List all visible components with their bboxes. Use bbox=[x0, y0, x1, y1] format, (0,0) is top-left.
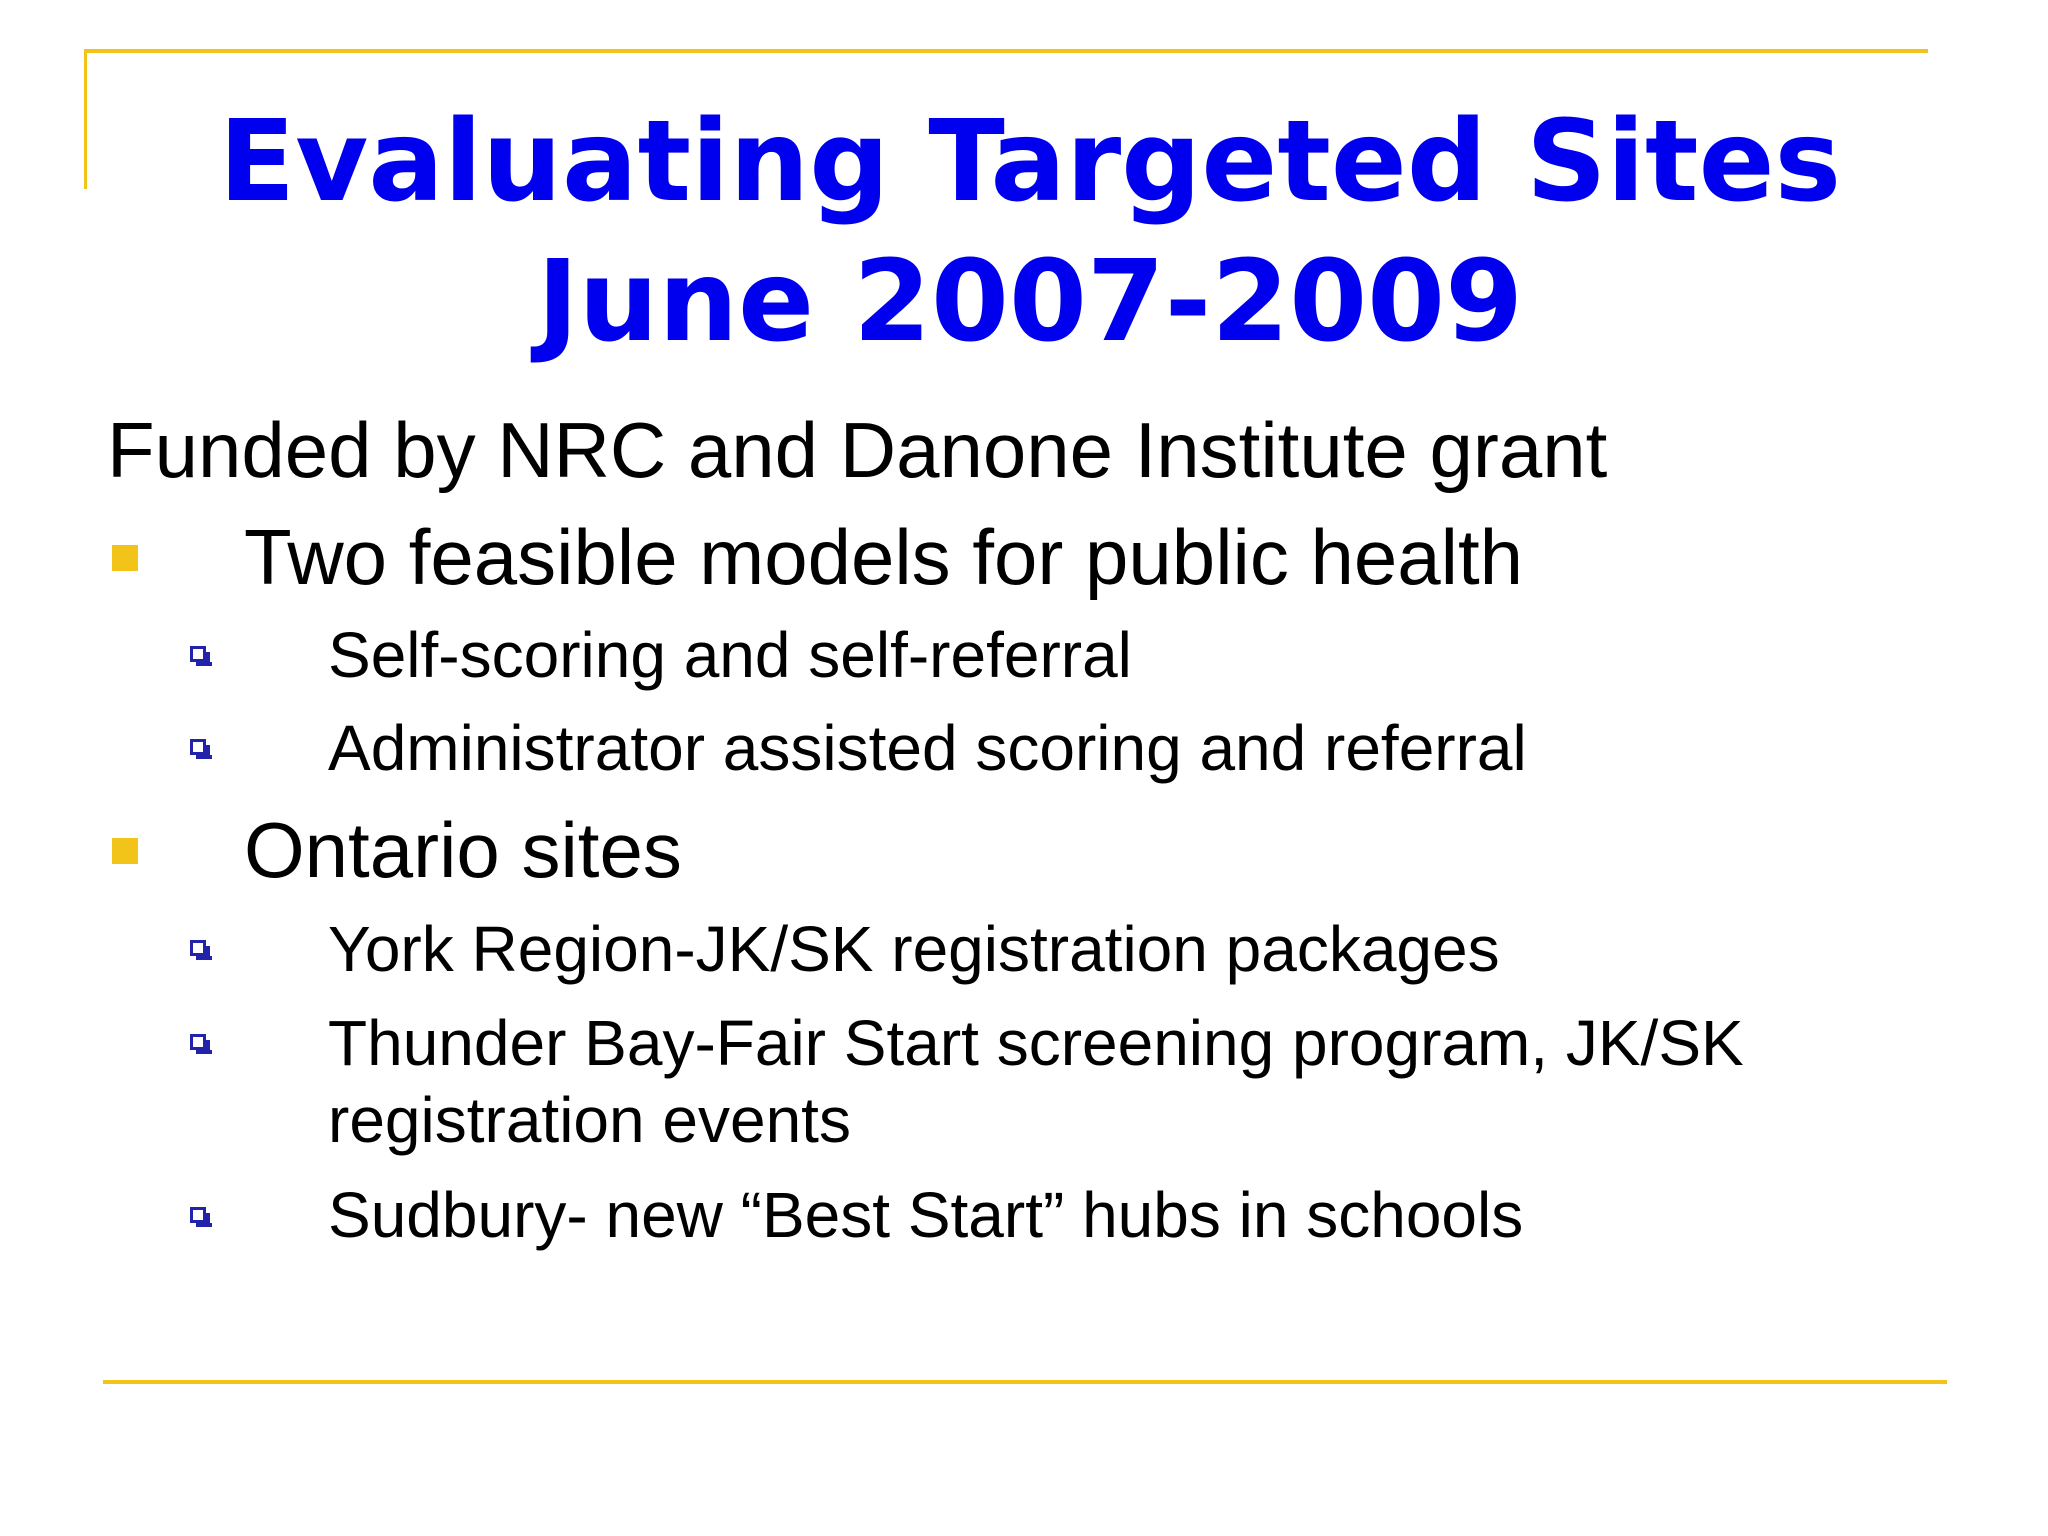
hollow-square-bullet-icon bbox=[190, 1207, 206, 1223]
title-line-1: Evaluating Targeted Sites bbox=[218, 97, 1842, 227]
bullet-1-sub-1: Self-scoring and self-referral bbox=[328, 619, 1132, 691]
bullet-2-sub-2-continued: registration events bbox=[328, 1084, 851, 1156]
hollow-square-bullet-icon bbox=[190, 1034, 206, 1050]
hollow-square-bullet-icon bbox=[190, 646, 206, 662]
bullet-1-text: Two feasible models for public health bbox=[244, 513, 1524, 601]
bullet-2-text: Ontario sites bbox=[244, 806, 682, 894]
title-line-2: June 2007-2009 bbox=[536, 237, 1523, 367]
bullet-2-sub-1: York Region-JK/SK registration packages bbox=[328, 913, 1500, 985]
left-accent-rule bbox=[84, 49, 87, 189]
bullet-1-sub-2: Administrator assisted scoring and referral bbox=[328, 712, 1527, 784]
bullet-2-sub-2: Thunder Bay-Fair Start screening program, JK/SK bbox=[328, 1007, 1744, 1079]
hollow-square-bullet-icon bbox=[190, 940, 206, 956]
intro-text: Funded by NRC and Danone Institute grant bbox=[107, 406, 1608, 494]
square-bullet-icon bbox=[112, 545, 138, 571]
top-accent-rule bbox=[84, 49, 1928, 53]
square-bullet-icon bbox=[112, 838, 138, 864]
slide-title bbox=[110, 92, 1950, 372]
bottom-accent-rule bbox=[103, 1380, 1947, 1384]
bullet-2-sub-3: Sudbury- new “Best Start” hubs in schools bbox=[328, 1179, 1524, 1251]
hollow-square-bullet-icon bbox=[190, 739, 206, 755]
